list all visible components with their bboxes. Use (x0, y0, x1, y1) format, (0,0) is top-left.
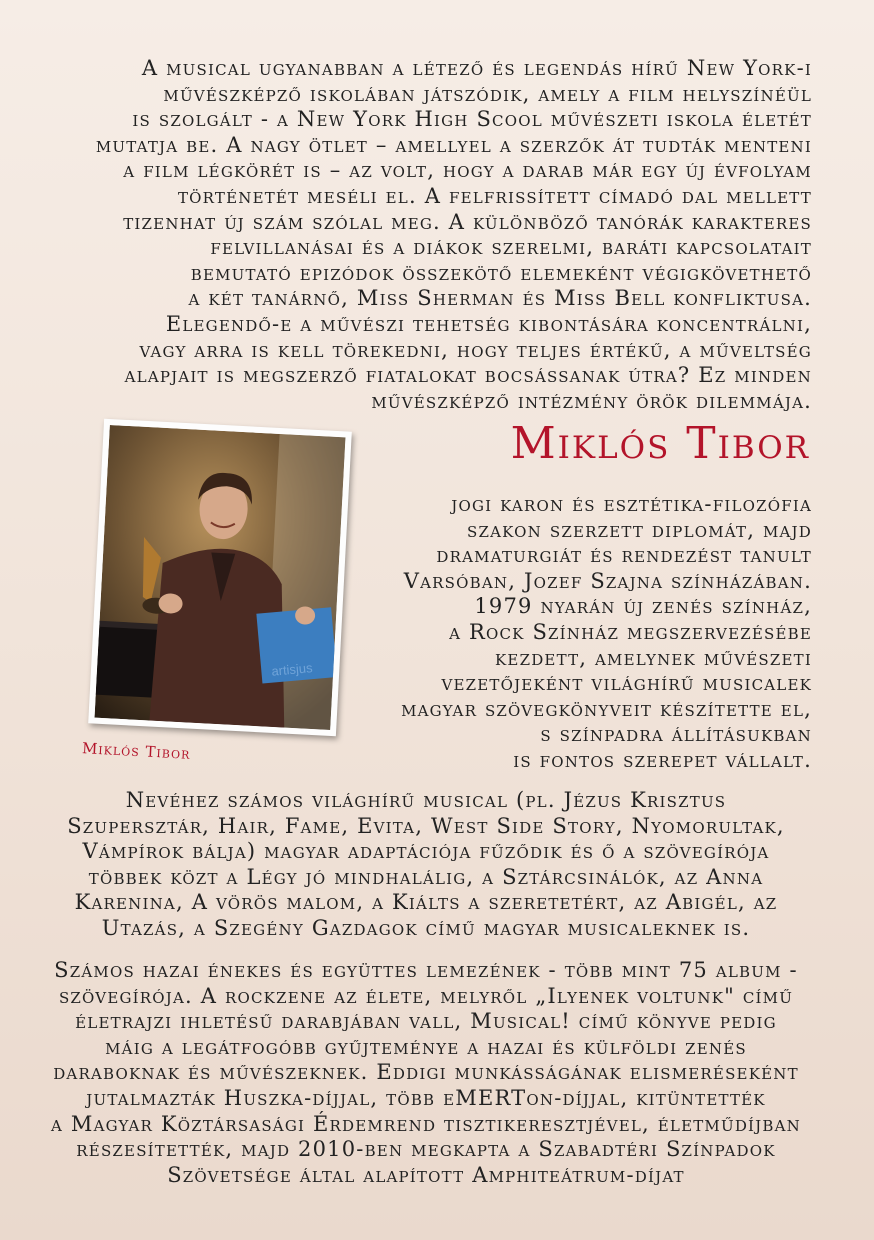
bio3-line: életrajzi ihletésű darabjában vall, Musical! című könyve pedig (75, 1009, 777, 1034)
bio3-line: részesítették, majd 2010-ben megkapta a Szabadtéri Színpadok (76, 1137, 776, 1162)
bio2-line: Szupersztár, Hair, Fame, Evita, West Side Story, Nyomorultak, (67, 813, 785, 838)
bio3-line: szövegírója. A rockzene az élete, melyről „Ilyenek voltunk" című (58, 983, 794, 1008)
intro-line: mutatja be. A nagy ötlet – amellyel a szerzők át tudták menteni (95, 132, 812, 157)
bio1-line: jogi karon és esztétika-filozófia (451, 492, 812, 516)
bio2-line: Vámpírok bálja) magyar adaptációja fűződik és ő a szövegírója (82, 839, 770, 864)
bio-paragraph-3 (40, 958, 812, 1188)
section-heading: Miklós Tibor (510, 418, 810, 469)
folder-label: artisjus (270, 660, 314, 679)
intro-line: a film légkörét is – az volt, hogy a darab már egy új évfolyam (123, 158, 812, 183)
intro-line: Elegendő-e a művészi tehetség kibontására koncentrálni, (165, 311, 812, 336)
bio2-line: többek közt a Légy jó mindhalálig, a Sztárcsinálók, az Anna (88, 864, 764, 889)
portrait-image (94, 425, 345, 730)
bio1-line: dramaturgiát és rendezést tanult (436, 543, 812, 568)
bio1-line: magyar szövegkönyveit készítette el, (401, 696, 812, 721)
bio3-line: Számos hazai énekes és együttes lemezének - több mint 75 album - (54, 958, 798, 982)
bio1-line: vezetőjeként világhírű musicalek (441, 671, 812, 696)
intro-line: alapjait is megszerző fiatalokat bocsássanak útra? Ez minden (124, 363, 812, 388)
bio3-line: jutalmazták Huszka-díjjal, több eMERTon-díjjal, kitüntették (86, 1085, 766, 1110)
intro-line: a két tanárnő, Miss Sherman és Miss Bell konfliktusa. (188, 286, 812, 311)
bio1-line: 1979 nyarán új zenés színház, (474, 594, 812, 619)
intro-line: történetét meséli el. A felfrissített címadó dal mellett (177, 183, 812, 208)
intro-line: tizenhat új szám szólal meg. A különböző tanórák karakteres (123, 209, 812, 234)
bio1-line: s színpadra állításukban (540, 722, 812, 747)
bio3-line: a Magyar Köztársasági Érdemrend tisztikeresztjével, életműdíjban (51, 1111, 801, 1136)
bio-paragraph-1 (330, 492, 812, 774)
bio1-line: kezdett, amelynek művészeti (495, 645, 812, 670)
intro-line: A musical ugyanabban a létező és legendás hírű New York-i (141, 56, 812, 80)
bio1-line: a Rock Színház megszervezésébe (449, 619, 812, 644)
bio3-line: máig a legátfogóbb gyűjteménye a hazai és külföldi zenés (105, 1034, 747, 1059)
bio2-line: Karenina, A vörös malom, a Kiálts a szeretetért, az Abigél, az (74, 890, 778, 915)
intro-paragraph (40, 56, 812, 414)
bio3-line: daraboknak és művészeknek. Eddigi munkásságának elismeréseként (53, 1060, 799, 1085)
bio1-line: is fontos szerepet vállalt. (513, 747, 812, 772)
bio3-line: Szövetsége által alapított Amphiteátrum-díjat (167, 1162, 685, 1187)
intro-line: vagy arra is kell törekedni, hogy teljes értékű, a műveltség (139, 337, 812, 362)
portrait-photo (88, 419, 352, 737)
intro-line: felvillanásai és a diákok szerelmi, baráti kapcsolatait (210, 235, 812, 260)
bio-paragraph-2 (40, 788, 812, 942)
intro-line: is szolgált - a New York High Scool művészeti iskola életét (132, 107, 812, 132)
bio1-line: szakon szerzett diplomát, majd (467, 517, 812, 542)
intro-line: bemutató epizódok összekötő elemeként végigkövethető (190, 260, 812, 285)
bio2-line: Utazás, a Szegény Gazdagok című magyar musicaleknek is. (101, 915, 751, 940)
intro-line: művészképző iskolában játszódik, amely a film helyszínéül (163, 81, 812, 106)
bio2-line: Nevéhez számos világhírű musical (pl. Jézus Krisztus (125, 788, 727, 812)
photo-caption: Miklós Tibor (81, 739, 191, 763)
bio1-line: Varsóban, Jozef Szajna színházában. (403, 568, 812, 593)
intro-line: művészképző intézmény örök dilemmája. (371, 388, 812, 413)
